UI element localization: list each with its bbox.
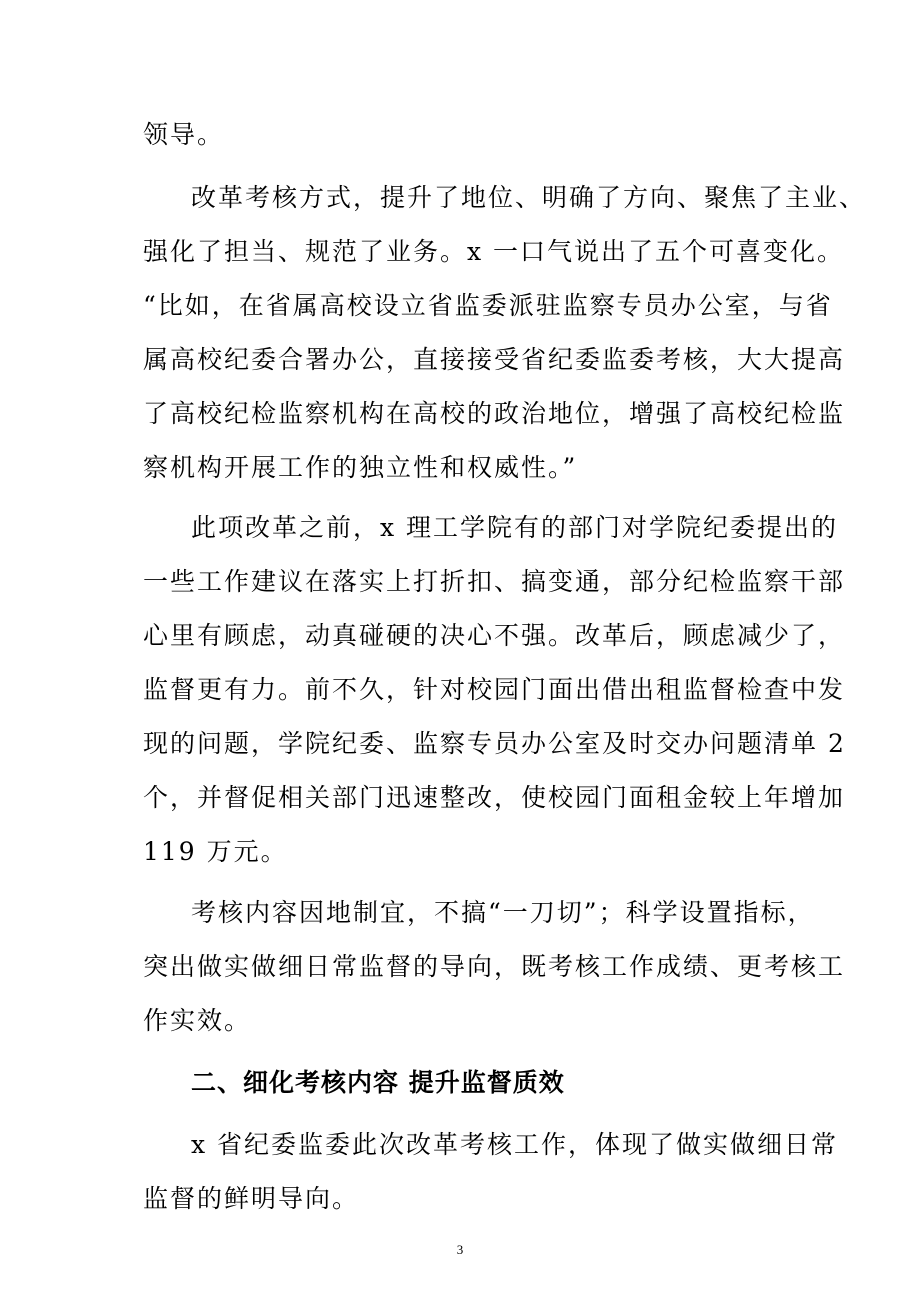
text-line: 监督更有力。前不久，针对校园门面出借出租监督检查中发 <box>143 675 846 704</box>
text-line: 119 万元。 <box>143 837 288 866</box>
text-line: 此项改革之前，x 理工学院有的部门对学院纪委提出的 <box>191 513 839 542</box>
text-line: 强化了担当、规范了业务。x 一口气说出了五个可喜变化。 <box>143 237 845 266</box>
text-line: 心里有顾虑，动真碰硬的决心不强。改革后，顾虑减少了， <box>143 621 846 650</box>
text-line: 现的问题，学院纪委、监察专员办公室及时交办问题清单 2 <box>143 729 846 758</box>
text-line: 考核内容因地制宜，不搞“一刀切”；科学设置指标， <box>191 898 815 927</box>
text-line: 改革考核方式，提升了地位、明确了方向、聚焦了主业、 <box>191 183 867 212</box>
text-line: “比如，在省属高校设立省监委派驻监察专员办公室，与省 <box>143 291 833 320</box>
text-line: 突出做实做细日常监督的导向，既考核工作成绩、更考核工 <box>143 952 846 981</box>
text-line: x 省纪委监委此次改革考核工作，体现了做实做细日常 <box>191 1130 839 1159</box>
section-heading: 二、细化考核内容 提升监督质效 <box>191 1068 565 1097</box>
text-line: 了高校纪检监察机构在高校的政治地位，增强了高校纪检监 <box>143 399 846 428</box>
text-line: 监督的鲜明导向。 <box>143 1184 360 1213</box>
text-line: 一些工作建议在落实上打折扣、搞变通，部分纪检监察干部 <box>143 567 846 596</box>
page-number: 3 <box>456 1242 464 1257</box>
text-line: 个，并督促相关部门迅速整改，使校园门面租金较上年增加 <box>143 783 846 812</box>
text-line: 属高校纪委合署办公，直接接受省纪委监委考核，大大提高 <box>143 345 846 374</box>
text-line: 领导。 <box>143 120 225 149</box>
text-line: 察机构开展工作的独立性和权威性。” <box>143 453 578 482</box>
text-line: 作实效。 <box>143 1006 252 1035</box>
